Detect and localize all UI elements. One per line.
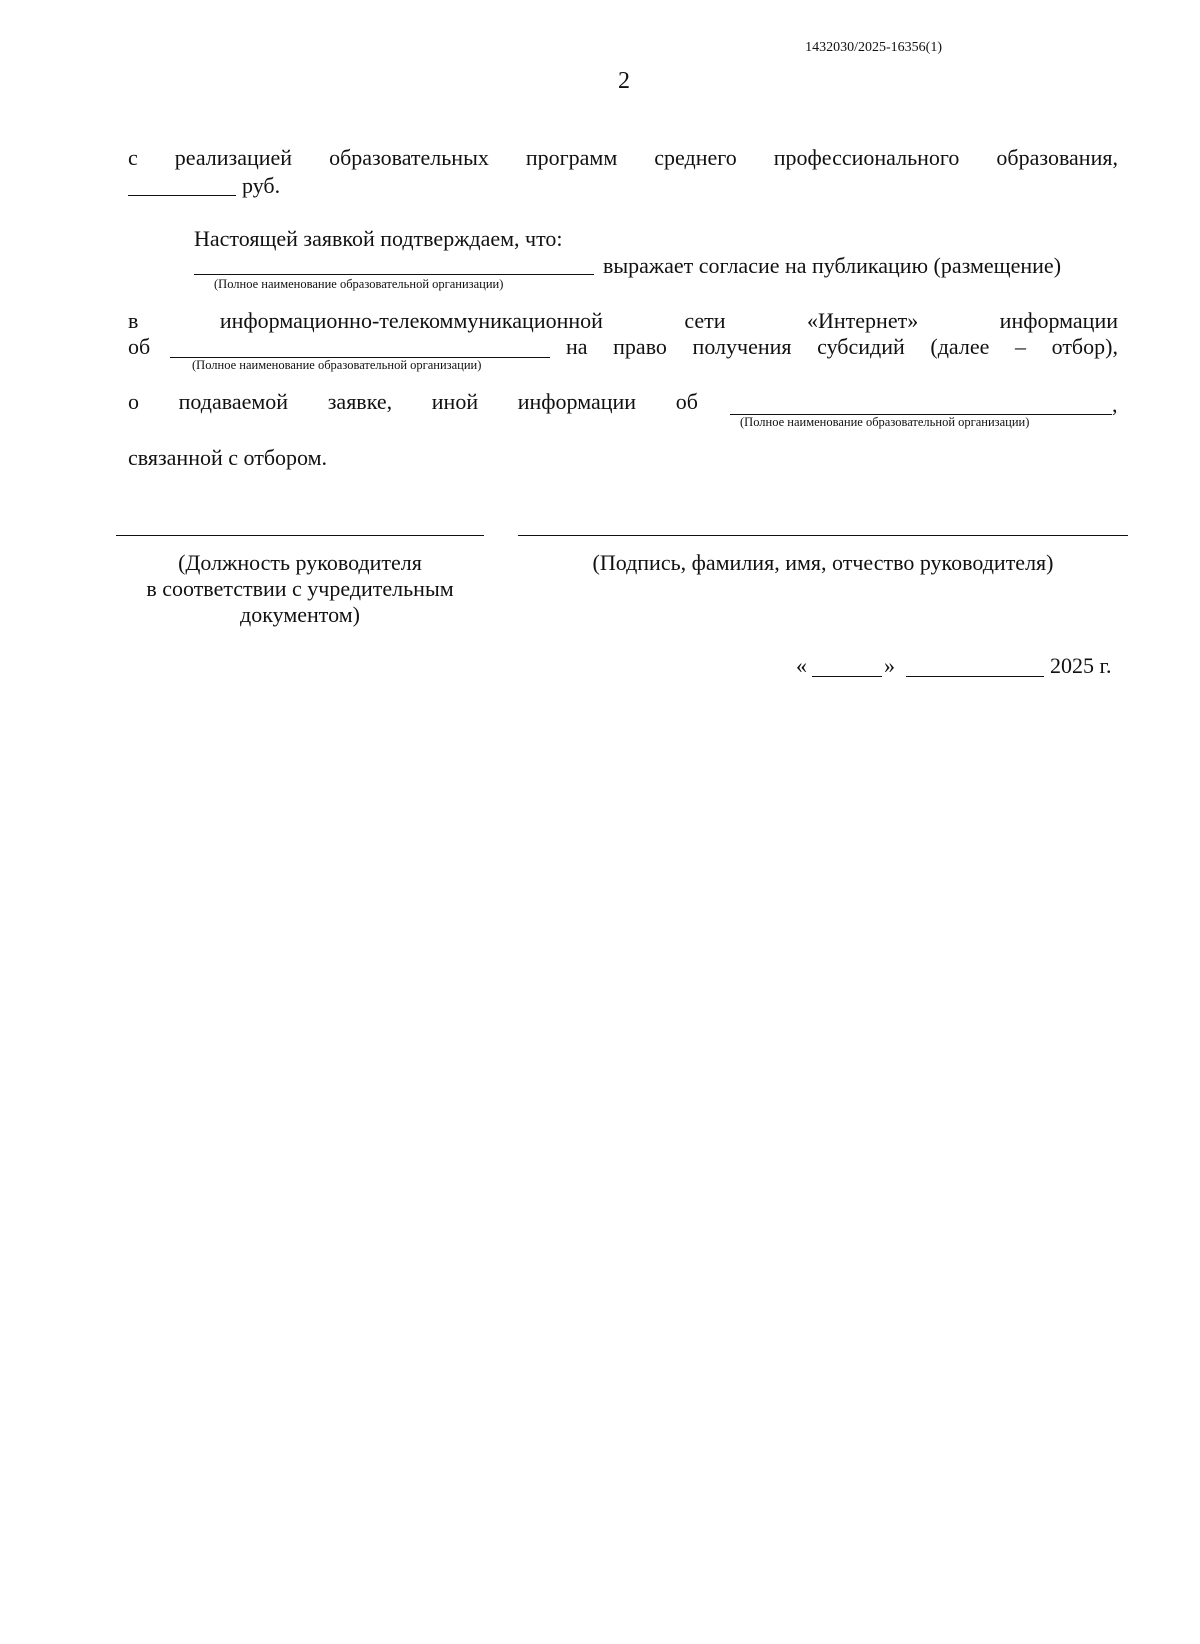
para3-word: информационно-телекоммуникационной — [219, 308, 603, 333]
para1-word: среднего — [654, 145, 737, 170]
currency-label: руб. — [242, 173, 281, 198]
org-name-caption-3: (Полное наименование образовательной организации) — [740, 415, 1030, 429]
para3-word: (далее — [930, 334, 990, 359]
date-close-quote: » — [884, 653, 895, 678]
para3-word: получения — [692, 334, 792, 359]
para3-word: «Интернет» — [807, 308, 919, 333]
para1-word: образовательных — [329, 145, 489, 170]
org-name-caption-1: (Полное наименование образовательной организации) — [214, 277, 504, 291]
para3-word: в — [128, 308, 139, 333]
para3-line1 — [128, 309, 1118, 333]
para1-word: профессионального — [773, 145, 960, 170]
para1-word: реализацией — [174, 145, 293, 170]
signature-caption: (Подпись, фамилия, имя, отчество руководителя) — [592, 550, 1054, 575]
para1-line — [128, 146, 1118, 170]
org-name-blank-1 — [194, 274, 594, 275]
para3-ob: об — [128, 334, 151, 359]
position-caption-line: в соответствии с учредительным — [146, 576, 454, 601]
org-name-caption-2: (Полное наименование образовательной организации) — [192, 358, 482, 372]
amount-blank — [128, 195, 236, 196]
para3-word: – — [1015, 334, 1026, 359]
para4-word: иной — [431, 389, 479, 414]
consent-text: выражает согласие на публикацию (размещение) — [603, 253, 1062, 278]
position-caption-line: (Должность руководителя — [178, 550, 422, 575]
name-signature-line — [518, 535, 1128, 536]
date-month-blank — [906, 676, 1044, 677]
para4-word: подаваемой — [178, 389, 289, 414]
para4-word: о — [128, 389, 139, 414]
para1-word: образования, — [996, 145, 1118, 170]
para4-word: об — [675, 389, 698, 414]
position-caption-line: документом) — [240, 602, 360, 627]
para4-line — [128, 390, 698, 414]
date-open-quote: « — [796, 653, 807, 678]
position-signature-line — [116, 535, 484, 536]
para3-word: сети — [684, 308, 726, 333]
confirmation-intro: Настоящей заявкой подтверждаем, что: — [194, 226, 563, 251]
para1-word: с — [128, 145, 138, 170]
para3-line2-tail — [566, 335, 1118, 359]
para3-word: право — [613, 334, 667, 359]
para4-comma: , — [1112, 392, 1118, 417]
para3-word: субсидий — [817, 334, 905, 359]
para3-word: на — [566, 334, 588, 359]
para4-word: информации — [517, 389, 637, 414]
para1-word: программ — [525, 145, 618, 170]
document-registration-number: 1432030/2025-16356(1) — [805, 40, 942, 55]
page-number: 2 — [618, 68, 630, 94]
para4-word: заявке, — [327, 389, 393, 414]
para4-closing: связанной с отбором. — [128, 445, 328, 470]
para3-word: информации — [999, 308, 1118, 333]
date-day-blank — [812, 676, 882, 677]
position-caption — [110, 550, 490, 628]
para3-word: отбор), — [1051, 334, 1118, 359]
date-year: 2025 г. — [1050, 653, 1112, 678]
